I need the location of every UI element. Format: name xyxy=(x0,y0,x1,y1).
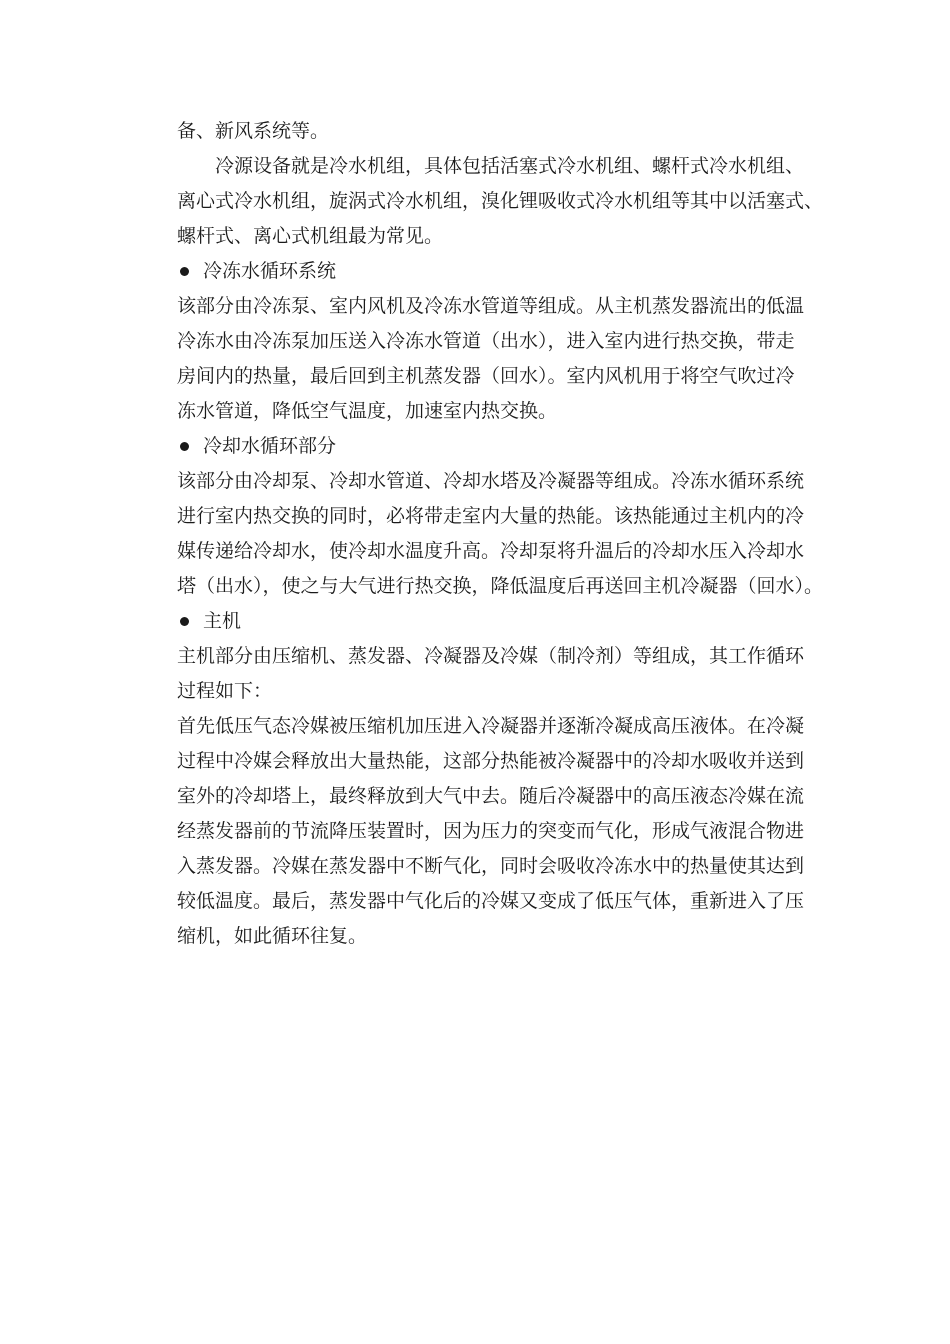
section-heading: 冷冻水循环系统 xyxy=(203,260,337,282)
text-line: 房间内的热量，最后回到主机蒸发器（回水）。室内风机用于将空气吹过冷 xyxy=(177,365,795,387)
text-line: 过程如下： xyxy=(177,680,273,702)
text-line: 离心式冷水机组，旋涡式冷水机组，溴化锂吸收式冷水机组等其中以活塞式、 xyxy=(177,190,824,212)
text-line: 缩机，如此循环往复。 xyxy=(177,925,368,947)
bullet-heading-main-unit xyxy=(177,604,809,639)
cold-source-paragraph xyxy=(177,149,824,254)
document-page xyxy=(177,114,824,954)
intro-paragraph xyxy=(177,114,809,149)
text-line: 入蒸发器。冷媒在蒸发器中不断气化，同时会吸收冷冻水中的热量使其达到 xyxy=(177,855,805,877)
text-line: 过程中冷媒会释放出大量热能，这部分热能被冷凝器中的冷却水吸收并送到 xyxy=(177,750,805,772)
text-line: 室外的冷却塔上，最终释放到大气中去。随后冷凝器中的高压液态冷媒在流 xyxy=(177,785,805,807)
text-line: 备、新风系统等。 xyxy=(177,120,330,142)
bullet-icon xyxy=(180,267,189,276)
text-line: 该部分由冷冻泵、室内风机及冷冻水管道等组成。从主机蒸发器流出的低温 xyxy=(177,295,805,317)
text-line: 塔（出水），使之与大气进行热交换，降低温度后再送回主机冷凝器（回水）。 xyxy=(177,575,824,597)
bullet-icon xyxy=(180,617,189,626)
text-line: 首先低压气态冷媒被压缩机加压进入冷凝器并逐渐冷凝成高压液体。在冷凝 xyxy=(177,715,805,737)
bullet-icon xyxy=(180,442,189,451)
text-line: 进行室内热交换的同时，必将带走室内大量的热能。该热能通过主机内的冷 xyxy=(177,505,805,527)
bullet-heading-chilled-water xyxy=(177,254,809,289)
text-line: 螺杆式、离心式机组最为常见。 xyxy=(177,225,444,247)
bullet-heading-cooling-water xyxy=(177,429,809,464)
text-line: 该部分由冷却泵、冷却水管道、冷却水塔及冷凝器等组成。冷冻水循环系统 xyxy=(177,470,805,492)
text-line: 主机部分由压缩机、蒸发器、冷凝器及冷媒（制冷剂）等组成，其工作循环 xyxy=(177,645,805,667)
cooling-water-paragraph xyxy=(177,464,824,604)
text-line: 较低温度。最后，蒸发器中气化后的冷媒又变成了低压气体，重新进入了压 xyxy=(177,890,805,912)
section-heading: 冷却水循环部分 xyxy=(203,435,337,457)
text-line: 媒传递给冷却水，使冷却水温度升高。冷却泵将升温后的冷却水压入冷却水 xyxy=(177,540,805,562)
text-line: 冷源设备就是冷水机组，具体包括活塞式冷水机组、螺杆式冷水机组、 xyxy=(215,155,805,177)
text-line: 冷冻水由冷冻泵加压送入冷冻水管道（出水），进入室内进行热交换，带走 xyxy=(177,330,795,352)
text-line: 经蒸发器前的节流降压装置时，因为压力的突变而气化，形成气液混合物进 xyxy=(177,820,805,842)
chilled-water-paragraph xyxy=(177,289,809,429)
main-unit-paragraph xyxy=(177,639,809,954)
section-heading: 主机 xyxy=(203,610,242,632)
text-line: 冻水管道，降低空气温度，加速室内热交换。 xyxy=(177,400,558,422)
